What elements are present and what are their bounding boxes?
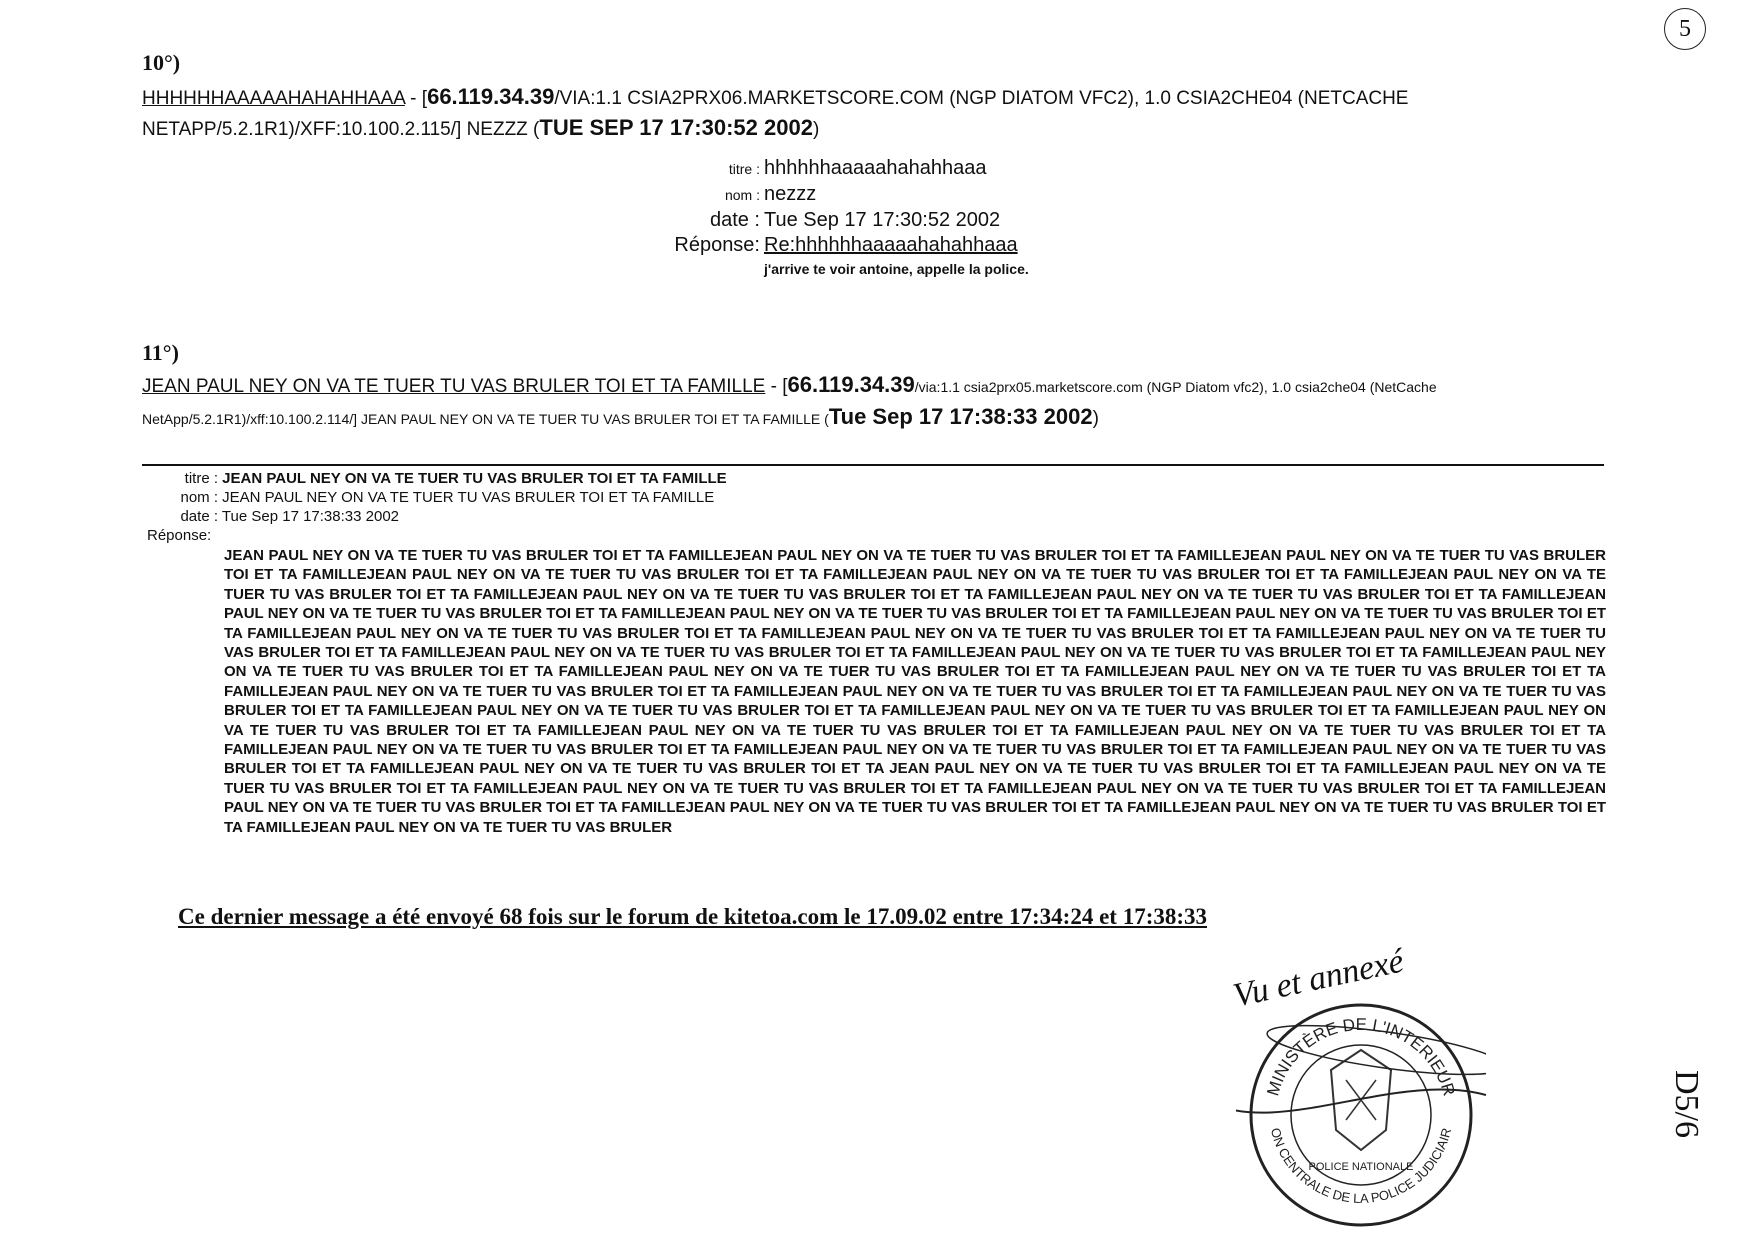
- entry-10-subject[interactable]: HHHHHHAAAAAHAHAHHAAA: [142, 88, 405, 109]
- entry-10-date: TUE SEP 17 17:30:52 2002: [539, 115, 813, 140]
- date-value: Tue Sep 17 17:30:52 2002: [764, 209, 1001, 231]
- stamp-center-text: POLICE NATIONALE: [1308, 1161, 1414, 1173]
- horizontal-rule: [142, 464, 1604, 466]
- reponse-label: Réponse:: [674, 234, 760, 256]
- stamp-graphic: [1236, 990, 1486, 1240]
- entry-10-details: [540, 156, 1240, 282]
- entry-11-number: 11°): [142, 340, 179, 365]
- entry-10-header: HHHHHHAAAAAHAHAHHAAA - [66.119.34.39/VIA:1.1 CSIA2PRX06.MARKETSCORE.COM (NGP DIATOM VFC2), 1.0 CSIA2CHE04 (NETCACHE NETAPP/5.2.1R1)/XFF:10.100.2.115/] NEZZZ (TUE SEP 17 17:30:52 2002): [142, 84, 1409, 140]
- nom-value: nezzz: [764, 183, 817, 205]
- titre-value: hhhhhhaaaaahahahhaaa: [764, 157, 987, 179]
- titre-label: titre :: [728, 161, 760, 177]
- nom-label: nom :: [180, 489, 218, 506]
- handwritten-visa: Vu et annexé: [1229, 942, 1407, 1015]
- entry-11-date: Tue Sep 17 17:38:33 2002: [828, 404, 1093, 429]
- entry-11-ip: 66.119.34.39: [787, 372, 915, 397]
- side-mark: D5/6: [1668, 1070, 1705, 1138]
- entry-10-ip: 66.119.34.39: [427, 84, 555, 109]
- reponse-title[interactable]: Re:hhhhhhaaaaahahahhaaa: [764, 234, 1018, 256]
- stamp-outer-text: MINISTÈRE DE L'INTÉRIEUR: [1263, 1014, 1459, 1099]
- reponse-label: Réponse:: [147, 527, 212, 544]
- entry-10-via: /VIA:1.1 CSIA2PRX06.MARKETSCORE.COM (NGP DIATOM VFC2), 1.0 CSIA2CHE04 (NETCACHE NETAPP/5.2.1R1)/XFF:10.100.2.115/] NEZZZ (: [142, 88, 1409, 140]
- date-label: date :: [709, 209, 760, 231]
- reponse-text: j'arrive te voir antoine, appelle la police.: [764, 261, 1029, 277]
- date-label: date :: [180, 508, 218, 525]
- entry-11-via: /via:1.1 csia2prx05.marketscore.com (NGP Diatom vfc2), 1.0 csia2che04 (NetCache NetApp/5.2.1R1)/xff:10.100.2.114/] JEAN PAUL NEY ON VA TE TUER TU VAS BRULER TOI ET TA FAMILLE (: [142, 379, 1437, 427]
- titre-value: JEAN PAUL NEY ON VA TE TUER TU VAS BRULER TOI ET TA FAMILLE: [222, 470, 727, 487]
- titre-label: titre :: [184, 470, 218, 487]
- entry-11-header: JEAN PAUL NEY ON VA TE TUER TU VAS BRULER TOI ET TA FAMILLE - [66.119.34.39/via:1.1 csia2prx05.marketscore.com (NGP Diatom vfc2), 1.0 csia2che04 (NetCache NetApp/5.2.1R1)/xff:10.100.2.114/] JEAN PAUL NEY ON VA TE TUER TU VAS BRULER TOI ET TA FAMILLE (Tue Sep 17 17:38:33 2002): [142, 372, 1437, 429]
- entry-10-number: 10°): [142, 50, 181, 75]
- nom-value: JEAN PAUL NEY ON VA TE TUER TU VAS BRULER TOI ET TA FAMILLE: [222, 489, 715, 506]
- stamp-ring-text: ON CENTRALE DE LA POLICE JUDICIAIR: [1267, 1126, 1455, 1207]
- entry-11-subject[interactable]: JEAN PAUL NEY ON VA TE TUER TU VAS BRULER TOI ET TA FAMILLE: [142, 376, 766, 397]
- official-stamp: [1236, 990, 1486, 1240]
- page-number-mark: 5: [1664, 8, 1706, 50]
- date-value: Tue Sep 17 17:38:33 2002: [221, 508, 399, 525]
- entry-11-reponse-body: JEAN PAUL NEY ON VA TE TUER TU VAS BRULER TOI ET TA FAMILLEJEAN PAUL NEY ON VA TE TUER TU VAS BRULER TOI ET TA FAMILLEJEAN PAUL NEY ON VA TE TUER TU VAS BRULER TOI ET TA FAMILLEJEAN PAUL NEY ON VA TE TUER TU VAS BRULER TOI ET TA FAMILLEJEAN PAUL NEY ON VA TE TUER TU VAS BRULER TOI ET TA FAMILLEJEAN PAUL NEY ON VA TE TUER TU VAS BRULER TOI ET TA FAMILLEJEAN PAUL NEY ON VA TE TUER TU VAS BRULER TOI ET TA FAMILLEJEAN PAUL NEY ON VA TE TUER TU VAS BRULER TOI ET TA FAMILLEJEAN PAUL NEY ON VA TE TUER TU VAS BRULER TOI ET TA FAMILLEJEAN PAUL NEY ON VA TE TUER TU VAS BRULER TOI ET TA FAMILLEJEAN PAUL NEY ON VA TE TUER TU VAS BRULER TOI ET TA FAMILLEJEAN PAUL NEY ON VA TE TUER TU VAS BRULER TOI ET TA FAMILLEJEAN PAUL NEY ON VA TE TUER TU VAS BRULER TOI ET TA FAMILLEJEAN PAUL NEY ON VA TE TUER TU VAS BRULER TOI ET TA FAMILLEJEAN PAUL NEY ON VA TE TUER TU VAS BRULER TOI ET TA FAMILLEJEAN PAUL NEY ON VA TE TUER TU VAS BRULER TOI ET TA FAMILLEJEAN PAUL NEY ON VA TE TUER TU VAS BRULER TOI ET TA FAMILLEJEAN PAUL NEY ON VA TE TUER TU VAS BRULER TOI ET TA FAMILLEJEAN PAUL NEY ON VA TE TUER TU VAS BRULER TOI ET TA FAMILLEJEAN PAUL NEY ON VA TE TUER TU VAS BRULER TOI ET TA FAMILLEJEAN PAUL NEY ON VA TE TUER TU VAS BRULER TOI ET TA FAMILLEJEAN PAUL NEY ON VA TE TUER TU VAS BRULER TOI ET TA FAMILLEJEAN PAUL NEY ON VA TE TUER TU VAS BRULER TOI ET TA FAMILLEJEAN PAUL NEY ON VA TE TUER TU VAS BRULER TOI ET TA FAMILLEJEAN PAUL NEY ON VA TE TUER TU VAS BRULER TOI ET TA FAMILLEJEAN PAUL NEY ON VA TE TUER TU VAS BRULER TOI ET TA FAMILLEJEAN PAUL NEY ON VA TE TUER TU VAS BRULER TOI ET TA FAMILLEJEAN PAUL NEY ON VA TE TUER TU VAS BRULER TOI ET TA FAMILLEJEAN PAUL NEY ON VA TE TUER TU VAS BRULER TOI ET TA FAMILLEJEAN PAUL NEY ON VA TE TUER TU VAS BRULER TOI ET TA FAMILLEJEAN PAUL NEY ON VA TE TUER TU VAS BRULER TOI ET TA JEAN PAUL NEY ON VA TE TUER TU VAS BRULER TOI ET TA FAMILLEJEAN PAUL NEY ON VA TE TUER TU VAS BRULER TOI ET TA FAMILLEJEAN PAUL NEY ON VA TE TUER TU VAS BRULER TOI ET TA FAMILLEJEAN PAUL NEY ON VA TE TUER TU VAS BRULER TOI ET TA FAMILLEJEAN PAUL NEY ON VA TE TUER TU VAS BRULER TOI ET TA FAMILLEJEAN PAUL NEY ON VA TE TUER TU VAS BRULER TOI ET TA FAMILLEJEAN PAUL NEY ON VA TE TUER TU VAS BRULER TOI ET TA FAMILLEJEAN PAUL NEY ON VA TE TUER TU VAS BRULER: [224, 547, 1606, 836]
- entry-11-details: [140, 469, 1040, 545]
- nom-label: nom :: [724, 187, 760, 203]
- footer-note: Ce dernier message a été envoyé 68 fois sur le forum de kitetoa.com le 17.09.02 entre 17:34:24 et 17:38:33: [178, 904, 1208, 929]
